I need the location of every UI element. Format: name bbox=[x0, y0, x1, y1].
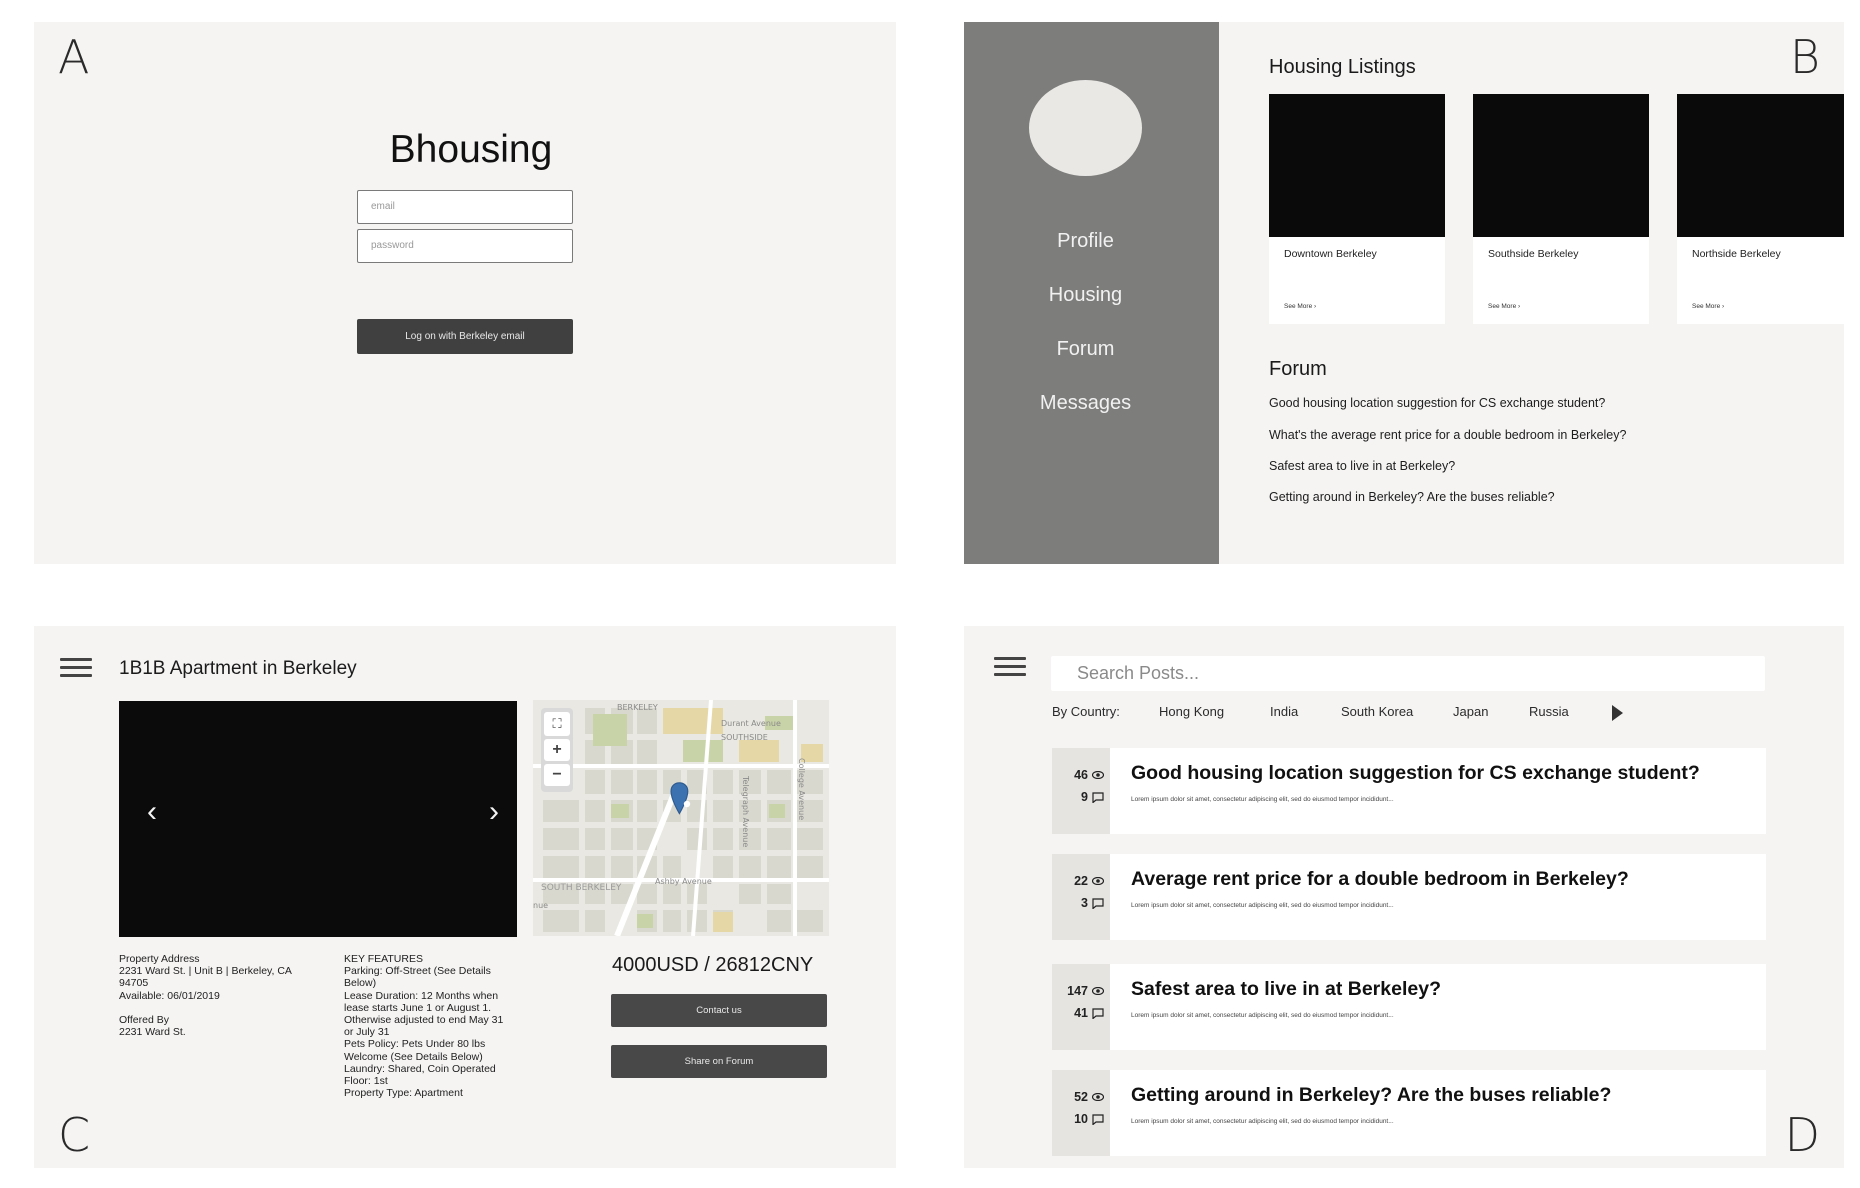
forum-post[interactable] bbox=[1052, 854, 1766, 940]
post-excerpt: Lorem ipsum dolor sit amet, consectetur adipiscing elit, sed do eiusmod tempor incididunt... bbox=[1131, 1118, 1394, 1125]
listing-detail-panel bbox=[34, 626, 896, 1168]
see-more-link[interactable]: See More › bbox=[1692, 303, 1725, 310]
address-line: 2231 Ward St. | Unit B | Berkeley, CA bbox=[119, 965, 292, 978]
listing-card[interactable] bbox=[1677, 94, 1844, 324]
view-count bbox=[1067, 984, 1104, 998]
comment-icon bbox=[1092, 1008, 1104, 1019]
available-date: Available: 06/01/2019 bbox=[119, 989, 220, 1002]
country-filter-label: By Country: bbox=[1052, 704, 1120, 719]
feature-line: Property Type: Apartment bbox=[344, 1087, 463, 1100]
eye-icon bbox=[1092, 1093, 1104, 1101]
comment-count bbox=[1074, 1112, 1104, 1126]
forum-panel bbox=[964, 626, 1844, 1168]
search-input[interactable]: Search Posts... bbox=[1051, 656, 1765, 691]
features-heading: KEY FEATURES bbox=[344, 953, 423, 965]
view-count-value: 52 bbox=[1074, 1090, 1088, 1104]
forum-post[interactable] bbox=[1052, 748, 1766, 834]
sidebar-item-housing[interactable]: Housing bbox=[1048, 284, 1123, 306]
view-count bbox=[1074, 768, 1104, 782]
feature-line: or July 31 bbox=[344, 1026, 390, 1039]
offered-by-label: Offered By bbox=[119, 1013, 169, 1026]
login-panel bbox=[34, 22, 896, 564]
listing-card[interactable] bbox=[1473, 94, 1649, 324]
post-stats bbox=[1052, 1070, 1110, 1156]
forum-post[interactable] bbox=[1052, 1070, 1766, 1156]
post-stats bbox=[1052, 964, 1110, 1050]
app-title: Bhousing bbox=[389, 128, 553, 171]
panel-label: D bbox=[1784, 1108, 1820, 1162]
listing-title: Southside Berkeley bbox=[1488, 248, 1579, 260]
feature-line: Otherwise adjusted to end May 31 bbox=[344, 1014, 504, 1027]
avatar[interactable] bbox=[1029, 80, 1142, 176]
listing-image bbox=[1473, 94, 1649, 237]
offered-by-value: 2231 Ward St. bbox=[119, 1026, 186, 1039]
post-excerpt: Lorem ipsum dolor sit amet, consectetur adipiscing elit, sed do eiusmod tempor incididunt... bbox=[1131, 902, 1394, 909]
comment-icon bbox=[1092, 792, 1104, 803]
map-controls bbox=[541, 708, 573, 792]
comment-count bbox=[1074, 1006, 1104, 1020]
view-count bbox=[1074, 874, 1104, 888]
previous-photo-arrow-icon[interactable]: ‹ bbox=[147, 795, 157, 828]
map-label: Ashby Avenue bbox=[655, 877, 712, 886]
listing-title: 1B1B Apartment in Berkeley bbox=[119, 658, 357, 679]
feature-line: Laundry: Shared, Coin Operated bbox=[344, 1062, 496, 1075]
see-more-link[interactable]: See More › bbox=[1488, 303, 1521, 310]
key-features bbox=[344, 953, 503, 1099]
fullscreen-icon[interactable]: ⛶ bbox=[544, 712, 570, 736]
map-label: College Avenue bbox=[797, 758, 806, 821]
forum-post[interactable] bbox=[1052, 964, 1766, 1050]
forum-link[interactable]: Getting around in Berkeley? Are the buses reliable? bbox=[1269, 490, 1555, 504]
see-more-link[interactable]: See More › bbox=[1284, 303, 1317, 310]
feature-line: Below) bbox=[344, 977, 377, 990]
country-filter-south-korea[interactable]: South Korea bbox=[1341, 704, 1414, 719]
sidebar-item-forum[interactable]: Forum bbox=[1056, 338, 1115, 360]
sidebar-item-messages[interactable]: Messages bbox=[1039, 392, 1132, 414]
listing-image bbox=[1677, 94, 1844, 237]
map-label: Durant Avenue bbox=[721, 719, 781, 728]
country-filter-japan[interactable]: Japan bbox=[1453, 704, 1489, 719]
post-title[interactable]: Good housing location suggestion for CS exchange student? bbox=[1131, 762, 1700, 784]
comment-icon bbox=[1092, 898, 1104, 909]
listing-title: Northside Berkeley bbox=[1692, 248, 1781, 260]
property-address bbox=[119, 953, 292, 1038]
country-filter-russia[interactable]: Russia bbox=[1529, 704, 1569, 719]
listing-title: Downtown Berkeley bbox=[1284, 248, 1377, 260]
map-label: nue bbox=[533, 901, 549, 910]
price: 4000USD / 26812CNY bbox=[612, 954, 814, 976]
listing-image bbox=[1269, 94, 1445, 237]
comment-count bbox=[1081, 790, 1104, 804]
forum-link[interactable]: Good housing location suggestion for CS exchange student? bbox=[1269, 396, 1606, 410]
post-title[interactable]: Average rent price for a double bedroom in Berkeley? bbox=[1131, 868, 1629, 890]
feature-line: Floor: 1st bbox=[344, 1075, 388, 1088]
feature-line: Parking: Off-Street (See Details bbox=[344, 965, 491, 978]
password-field[interactable]: password bbox=[357, 229, 573, 263]
feature-line: lease starts June 1 or August 1. bbox=[344, 1001, 492, 1014]
view-count-value: 46 bbox=[1074, 768, 1088, 782]
location-map[interactable] bbox=[533, 700, 829, 936]
dashboard-panel bbox=[964, 22, 1844, 564]
listings-heading: Housing Listings bbox=[1269, 56, 1416, 78]
sidebar-item-profile[interactable]: Profile bbox=[1057, 230, 1114, 252]
forum-link[interactable]: Safest area to live in at Berkeley? bbox=[1269, 459, 1456, 473]
email-field[interactable]: email bbox=[357, 190, 573, 224]
comment-icon bbox=[1092, 1114, 1104, 1125]
photo-gallery bbox=[119, 701, 517, 937]
view-count bbox=[1074, 1090, 1104, 1104]
contact-button[interactable]: Contact us bbox=[611, 994, 827, 1027]
post-stats bbox=[1052, 854, 1110, 940]
hamburger-menu-icon[interactable] bbox=[994, 657, 1026, 677]
sidebar bbox=[964, 22, 1219, 564]
panel-label: C bbox=[58, 1108, 91, 1162]
play-arrow-icon[interactable] bbox=[1612, 705, 1623, 721]
panel-label: B bbox=[1789, 30, 1820, 84]
address-line: 94705 bbox=[119, 977, 149, 990]
comment-count-value: 3 bbox=[1081, 896, 1088, 910]
post-stats bbox=[1052, 748, 1110, 834]
comment-count-value: 10 bbox=[1074, 1112, 1088, 1126]
post-excerpt: Lorem ipsum dolor sit amet, consectetur adipiscing elit, sed do eiusmod tempor incididunt... bbox=[1131, 796, 1394, 803]
zoom-out-icon[interactable]: − bbox=[544, 764, 570, 786]
feature-line: Welcome (See Details Below) bbox=[344, 1050, 483, 1063]
eye-icon bbox=[1092, 987, 1104, 995]
listing-card[interactable] bbox=[1269, 94, 1445, 324]
map-label: SOUTHSIDE bbox=[721, 733, 768, 742]
comment-count-value: 41 bbox=[1074, 1006, 1088, 1020]
share-on-forum-button[interactable]: Share on Forum bbox=[611, 1045, 827, 1078]
feature-line: Lease Duration: 12 Months when bbox=[344, 989, 499, 1002]
panel-label: A bbox=[58, 30, 90, 84]
post-title[interactable]: Safest area to live in at Berkeley? bbox=[1131, 978, 1441, 1000]
country-filter-hong-kong[interactable]: Hong Kong bbox=[1159, 704, 1225, 719]
comment-count-value: 9 bbox=[1081, 790, 1088, 804]
map-label: SOUTH BERKELEY bbox=[541, 883, 622, 893]
eye-icon bbox=[1092, 877, 1104, 885]
comment-count bbox=[1081, 896, 1104, 910]
hamburger-menu-icon[interactable] bbox=[60, 658, 92, 678]
country-filter-india[interactable]: India bbox=[1270, 704, 1299, 719]
map-label: BERKELEY bbox=[617, 703, 658, 712]
post-title[interactable]: Getting around in Berkeley? Are the buses reliable? bbox=[1131, 1084, 1612, 1106]
forum-heading: Forum bbox=[1269, 358, 1327, 380]
feature-line: Pets Policy: Pets Under 80 lbs bbox=[344, 1038, 486, 1051]
view-count-value: 22 bbox=[1074, 874, 1088, 888]
login-button[interactable]: Log on with Berkeley email bbox=[357, 319, 573, 354]
map-label: Telegraph Avenue bbox=[741, 776, 750, 848]
post-excerpt: Lorem ipsum dolor sit amet, consectetur adipiscing elit, sed do eiusmod tempor incididunt... bbox=[1131, 1012, 1394, 1019]
zoom-in-icon[interactable]: + bbox=[544, 739, 570, 761]
forum-link[interactable]: What's the average rent price for a double bedroom in Berkeley? bbox=[1269, 428, 1627, 442]
address-label: Property Address bbox=[119, 953, 200, 965]
view-count-value: 147 bbox=[1067, 984, 1088, 998]
eye-icon bbox=[1092, 771, 1104, 779]
next-photo-arrow-icon[interactable]: › bbox=[489, 795, 499, 828]
